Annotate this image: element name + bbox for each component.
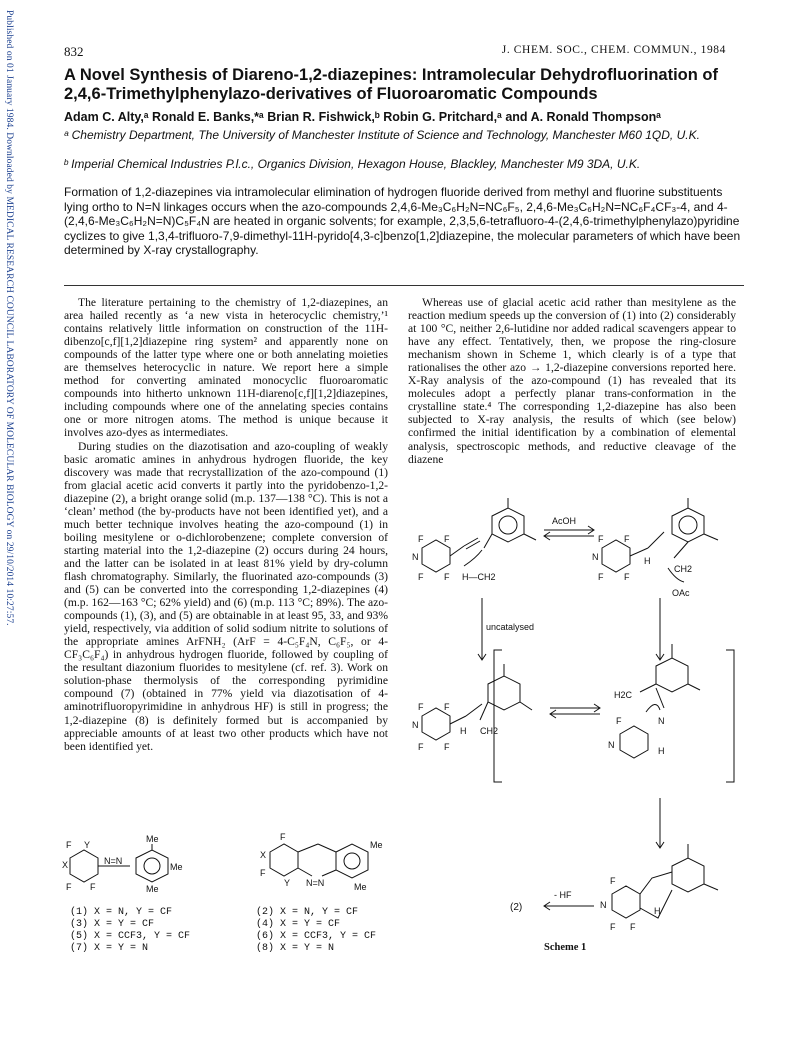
fluorine-label: F: [444, 534, 450, 544]
fluorine-label: F: [418, 534, 424, 544]
fluorine-label: F: [444, 742, 450, 752]
fluorine-label: F: [90, 882, 96, 892]
nitrogen-label: N: [600, 900, 607, 910]
x-label: X: [260, 850, 267, 860]
methyl-label: Me: [354, 882, 367, 892]
compound-label: (5) X = CCF3, Y = CF: [70, 931, 191, 942]
fluorine-label: F: [66, 882, 72, 892]
hydrogen-label: H: [644, 556, 651, 566]
journal-header: J. CHEM. SOC., CHEM. COMMUN., 1984: [501, 44, 726, 56]
nitrogen-label: N: [412, 720, 419, 730]
compound-label: (4) X = Y = CF: [256, 919, 341, 930]
right-column: [408, 296, 736, 466]
azo-label: N=N: [104, 856, 123, 866]
fluorine-label: F: [444, 572, 450, 582]
affiliation-a: ᵃ Chemistry Department, The University of Manchester Institute of Science and Technology, Manchester M60 1QD, U.K.: [64, 128, 700, 142]
scheme-1-diagram: [402, 498, 752, 953]
left-column: [64, 296, 388, 753]
hydrogen-label: H: [654, 906, 661, 916]
fluorine-label: F: [418, 702, 424, 712]
y-label: Y: [84, 840, 91, 850]
methyl-label: Me: [146, 884, 159, 894]
fluorine-label: F: [444, 702, 450, 712]
download-note: Published on 01 January 1984. Downloaded by MEDICAL RESEARCH COUNCIL LABORATORY OF MOLECULAR BIOLOGY on 29/10/2014 10:27:57.: [4, 10, 14, 626]
ch2-label: CH2: [480, 726, 499, 736]
minus-hf-label: - HF: [554, 890, 572, 900]
fluorine-label: F: [418, 742, 424, 752]
y-label: Y: [284, 878, 291, 888]
compound-label: (3) X = Y = CF: [70, 919, 155, 930]
fluorine-label: F: [624, 572, 630, 582]
fluorine-label: F: [598, 572, 604, 582]
fluorine-label: F: [624, 534, 630, 544]
oac-label: OAc: [672, 588, 690, 598]
fluorine-label: F: [598, 534, 604, 544]
page-number: 832: [64, 44, 84, 59]
fluorine-label: F: [260, 868, 266, 878]
divider: [64, 285, 744, 286]
product-label: (2): [510, 902, 523, 913]
affiliation-b: ᵇ Imperial Chemical Industries P.l.c., Organics Division, Hexagon House, Blackley, Manchester M9 3DA, U.K.: [64, 157, 641, 171]
h2c-label: H2C: [614, 690, 633, 700]
nitrogen-label: N: [608, 740, 615, 750]
methyl-label: Me: [370, 840, 383, 850]
acoh-label: AcOH: [552, 516, 577, 526]
mesityl-ring: [492, 508, 524, 542]
fluorine-label: F: [280, 832, 286, 842]
compound-label: (1) X = N, Y = CF: [70, 907, 173, 918]
abstract: Formation of 1,2-diazepines via intramolecular elimination of hydrogen fluoride derived from methyl and fluorine substituents lying ortho to N=N linkages occurs when the azo-compounds 2,4,6-Me₃C₆H₂N=NC₆F₅, 2,4,6-Me₃C₆H₂N=NC₆F₄CF₃-4, and 4-(2,4,6-Me₃C₆H₂N=N)C₅F₄N are heated in organic solvents; for example, 2,3,5,6-tetrafluoro-4-(2,4,6-trimethylphenylazo)pyridine cyclizes to give 1,3,4-trifluoro-7,9-dimethyl-11H-pyrido[4,3-c]benzo[1,2]diazepine, the molecular parameters of which have been determined by X-ray crystallography.: [64, 185, 741, 258]
methyl-label: Me: [146, 834, 159, 844]
scheme-caption: Scheme 1: [544, 942, 587, 953]
compound-label: (2) X = N, Y = CF: [256, 907, 359, 918]
body-paragraph: During studies on the diazotisation and azo-coupling of weakly basic aromatic amines in anhydrous hydrogen fluoride, the key discovery was made that recrystallization of the azo-compound (1) from glacial acetic acid converts it partly into the pyridobenzo-1,2-diazepine (2), a bright orange solid (m.p. 137—138 °C). This is not a ‘clean’ method (the by-products have not been identified yet), and a much better technique involves heating the azo-compound (1) in boiling mesitylene or o-dichlorobenzene; complete conversion of starting material into the 1,2-diazepine (2) occurs during 24 hours, and the latter can be isolated in at least 81% yield by dry-column flash chromatography. Similarly, the fluorinated azo-compounds (3) and (5) can be converted into the corresponding 1,2-diazepines (4) (m.p. 162—163 °C; 62% yield) and (6) (m.p. 113 °C; 89%). The azo-compounds (1), (3), and (5) are obtainable in at least 95, 33, and 93% yield, respectively, via addition of solid sodium nitrite to solutions of the appropriate amines ArFNH₂ (ArF = 4-C₅F₄N, C₆F₅, or 4-CF₃C₆F₄) in anhydrous hydrogen fluoride, followed by coupling of the resultant diazonium fluorides to mesitylene (cf. ref. 3). Work on solution-phase thermolysis of the corresponding pyrimidine compound (7) (obtained in 77% yield via diazotisation of 4-aminotrifluoropyrimidine in anhydrous HF) is still in progress; the 1,2-diazepine (8) is definitely formed but is accompanied by appreciable amounts of at least two other products which have not been identified yet.: [64, 439, 388, 753]
fluorine-label: F: [418, 572, 424, 582]
compound-label: (7) X = Y = N: [70, 943, 149, 952]
azo-label: N=N: [306, 878, 325, 888]
h-ch2-label: H—CH2: [462, 572, 496, 582]
uncatalysed-label: uncatalysed: [486, 622, 535, 632]
compound-label: (6) X = CCF3, Y = CF: [256, 931, 377, 942]
fluorine-label: F: [66, 840, 72, 850]
ch2-label: CH2: [674, 564, 693, 574]
fluorine-label: F: [610, 876, 616, 886]
fluorine-label: F: [616, 716, 622, 726]
download-watermark: [2, 10, 14, 1010]
fluorine-label: F: [610, 922, 616, 932]
hydrogen-label: H: [460, 726, 467, 736]
compound-label: (8) X = Y = N: [256, 943, 335, 952]
body-paragraph: The literature pertaining to the chemistry of 1,2-diazepines, an area hailed recently as ‘a new vista in heterocyclic chemistry,’¹ contains relatively little information on construction of the 11H-dibenzo[c,f][1,2]diazepine ring system² and apparently none on compounds of the latter type where one or both annelating moieties are themselves heterocyclic in nature. We report here a simple method for converting aminated monocyclic fluoroaromatic compounds into hitherto unknown 11H-diareno[c,f][1,2]diazepines, including compounds where one of the annelating species contains one or more nitrogen atoms. The method is unique because it involves azo-dyes as intermediates.: [64, 296, 388, 440]
body-paragraph: Whereas use of glacial acetic acid rather than mesitylene as the reaction medium speeds up the conversion of (1) into (2) considerably at 100 °C, neither 2,6-lutidine nor added radical scavengers appear to have any effect. Tentatively, then, we propose the ring-closure mechanism shown in Scheme 1, which clearly is of a type that rationalises the other azo → 1,2-diazepine conversions reported here. X-Ray analysis of the azo-compound (1) has revealed that its molecules adopt a perfectly planar trans-conformation in the crystalline state.⁴ The corresponding 1,2-diazepine has also been subjected to X-ray analysis, the results of which (see below) confirmed the initial identification by a combination of elemental analysis, spectroscopic methods, and reductive cleavage of the diazene: [408, 296, 736, 466]
nitrogen-label: N: [658, 716, 665, 726]
nitrogen-label: N: [592, 552, 599, 562]
compound-structures: [60, 832, 400, 952]
paper-title: A Novel Synthesis of Diareno-1,2-diazepines: Intramolecular Dehydrofluorination of 2,4,6-Trimethylphenylazo-derivatives of Fluoroaromatic Compounds: [64, 66, 718, 103]
x-label: X: [62, 860, 69, 870]
pyridine-ring: [422, 540, 450, 572]
nitrogen-label: N: [412, 552, 419, 562]
author-list: Adam C. Alty,ᵃ Ronald E. Banks,*ᵃ Brian R. Fishwick,ᵇ Robin G. Pritchard,ᵃ and A. Ronald Thompsonᵃ: [64, 110, 661, 124]
hydrogen-label: H: [658, 746, 665, 756]
fluorine-label: F: [630, 922, 636, 932]
methyl-label: Me: [170, 862, 183, 872]
